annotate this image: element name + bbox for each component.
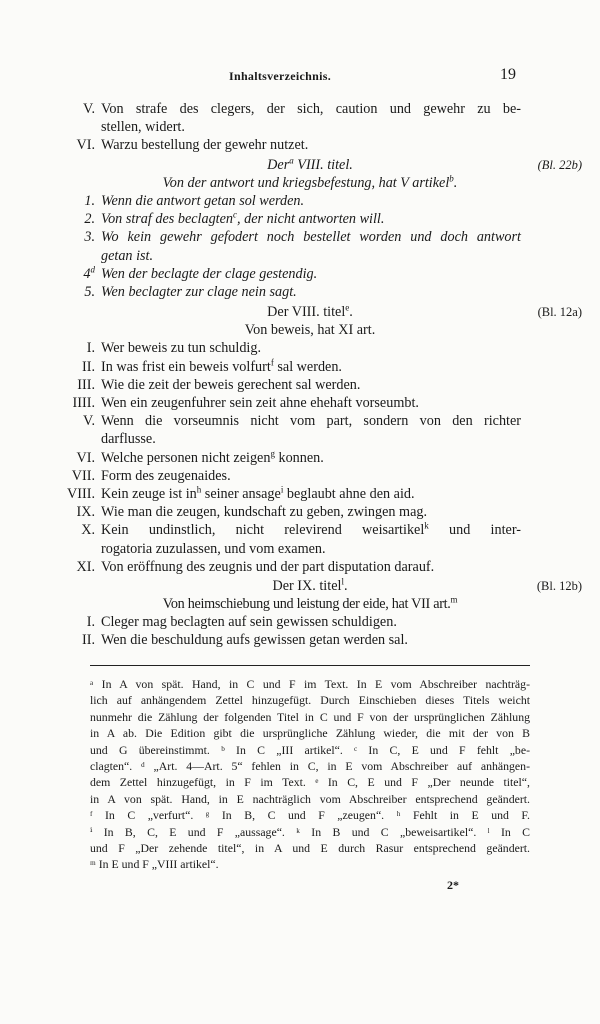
running-header	[0, 66, 600, 86]
footnote-line: dem Zettel hinzugefügt, in F im Text. ᵉ In C, E und F „Der neunde titel“,	[90, 775, 530, 790]
footnote-line: ᵃ In A von spät. Hand, in C und F im Text. In E vom Abschreiber nachträg-	[90, 677, 530, 691]
signature-mark: 2*	[447, 878, 459, 892]
toc-line: stellen, widert.	[101, 119, 185, 136]
toc-line: 3. Wo kein gewehr gefodert noch bestellet worden und doch antwort	[84, 229, 521, 246]
toc-line: rogatoria zuzulassen, und vom examen.	[101, 540, 326, 557]
footnotes	[90, 676, 530, 873]
toc-line: I. Cleger mag beclagten auf sein gewissen schuldigen.	[86, 614, 397, 631]
toc-line: VI. Warzu bestellung der gewehr nutzet.	[76, 137, 309, 154]
section-title: Der IX. titel$^l$. (Bl. 12b)	[272, 576, 582, 594]
header-title: Inhaltsverzeichnis.	[229, 69, 332, 83]
section-title: Der$^a$ VIII. titel. (Bl. 22b)	[267, 154, 582, 173]
toc-line: II. Wen die beschuldung aufs gewissen getan werden sal.	[82, 632, 408, 649]
folio-ref: (Bl. 22b)	[537, 157, 582, 172]
footnote-line: ᵐ In E und F „VIII artikel“.	[90, 857, 219, 872]
toc-line: IX. Wie man die zeugen, kundschaft zu geben, zwingen mag.	[76, 504, 428, 521]
toc-line: VII. Form des zeugenaides.	[71, 467, 231, 484]
toc-line: II. In was frist ein beweis volfurt$^f$ sal werden.	[82, 356, 342, 375]
paper-smudge	[488, 4, 528, 22]
footnote-line: in A von spät. Hand, in E nachträglich vom Abschreiber entsprechend geändert.	[90, 791, 530, 806]
section-subtitle: Von der antwort und kriegsbefestung, hat V artikel$^b$.	[162, 173, 458, 191]
footnote-line: ᶠ In C „verfurt“. ᵍ In B, C und F „zeugen“. ʰ Fehlt in E und F.	[90, 808, 530, 823]
toc-line: III. Wie die zeit der beweis gerechent sal werden.	[77, 376, 361, 393]
toc-line: getan ist.	[101, 247, 154, 264]
toc-line: darflusse.	[101, 431, 156, 448]
toc-line: I. Wer beweis zu tun schuldig.	[86, 340, 262, 357]
footnote-line: lich auf anhängendem Zettel hinzugefügt. Durch Einschieben dieses Titels weicht	[90, 693, 530, 708]
footnote-line: nunmehr die Zählung der folgenden Titel in C und F von der ursprünglichen Zählung	[90, 709, 530, 724]
footnote-line: in A ab. Die Edition gibt die ursprüngliche Zählung wieder, die mit der von B	[90, 726, 530, 741]
footnote-line: clagten“. ᵈ „Art. 4—Art. 5“ fehlen in C, in E vom Abschreiber auf anhängen-	[90, 758, 530, 773]
toc-line: 2. Von straf des beclagten$^c$, der nicht antworten will.	[84, 209, 385, 228]
toc-line: V. Wenn die vorseumnis nicht vom part, sondern von den richter	[83, 413, 521, 430]
footnote-line: und F „Der zehende titel“, in A und E durch Rasur entsprechend geändert.	[90, 840, 530, 855]
toc-line: IIII. Wen ein zeugenfuhrer sein zeit ahne ehehaft vorseumbt.	[72, 395, 419, 411]
folio-ref: (Bl. 12a)	[537, 305, 582, 320]
section-subtitle: Von heimschiebung und leistung der eide, hat VII art.$^m$	[162, 594, 458, 613]
folio-ref: (Bl. 12b)	[536, 578, 582, 593]
section-subtitle: Von beweis, hat XI art.	[244, 322, 376, 339]
toc-body	[0, 100, 600, 650]
page-number: 19	[500, 66, 516, 83]
toc-line: VI. Welche personen nicht zeigen$^g$ konnen.	[76, 447, 324, 466]
toc-line: X. Kein undinstlich, nicht relevirend weisartikel$^k$ und inter-	[81, 520, 521, 539]
toc-line: VIII. Kein zeuge ist $in^h$ seiner ansage$^i$ beglaubt ahne den aid.	[67, 484, 415, 502]
footnote-line: und G übereinstimmt. ᵇ In C „III artikel“. ᶜ In C, E und F fehlt „be-	[90, 742, 530, 757]
toc-line: 1. Wenn die antwort getan sol werden.	[84, 192, 305, 209]
section-title: Der VIII. titel$^e$. (Bl. 12a)	[267, 302, 582, 321]
toc-line: 4$^d$ Wen der beclagte der clage gestendig.	[83, 263, 318, 282]
toc-line: V. Von strafe des clegers, der sich, caution und gewehr zu be-	[83, 101, 521, 117]
toc-line: XI. Von eröffnung des zeugnis und der part disputation darauf.	[76, 558, 435, 575]
footnote-line: ⁱ In B, C, E und F „aussage“. ᵏ In B und C „beweisartikel“. ˡ In C	[90, 824, 530, 839]
toc-line: 5. Wen beclagter zur clage nein sagt.	[84, 283, 297, 300]
footnote-rule	[90, 665, 530, 666]
